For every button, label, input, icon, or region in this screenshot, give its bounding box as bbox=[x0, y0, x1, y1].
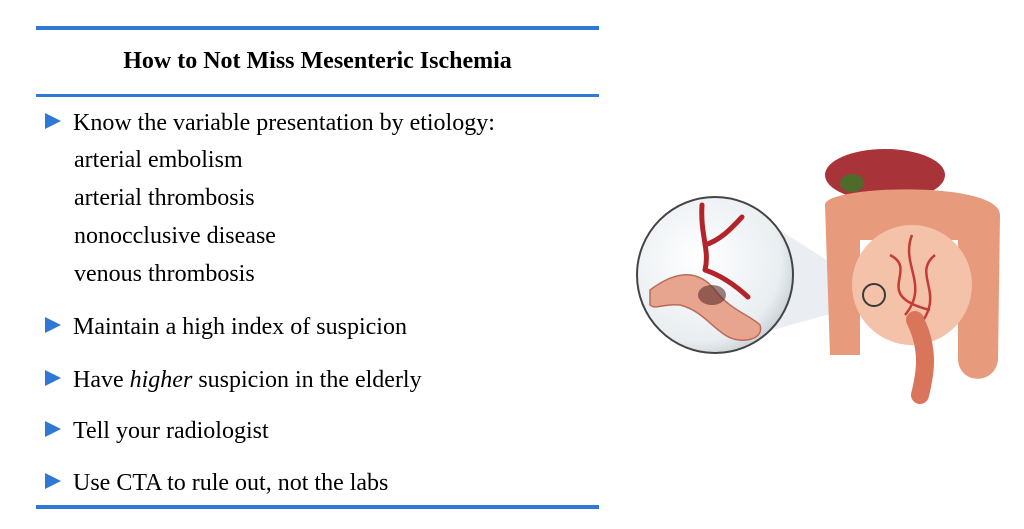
bullet-text: Maintain a high index of suspicion bbox=[73, 314, 407, 340]
bullet-arrow-icon bbox=[45, 113, 61, 129]
sub-item-arterial-thrombosis: arterial thrombosis bbox=[74, 185, 255, 211]
bottom-rule bbox=[36, 505, 599, 509]
bullet-text-post: suspicion in the elderly bbox=[192, 367, 422, 393]
ischemic-region-shape bbox=[698, 285, 726, 305]
bullet-arrow-icon bbox=[45, 370, 61, 386]
bullet-elderly bbox=[45, 365, 422, 395]
gallbladder-shape bbox=[840, 174, 864, 192]
sub-item-arterial-embolism: arterial embolism bbox=[74, 147, 243, 173]
bullet-radiologist bbox=[45, 416, 269, 446]
slide-title: How to Not Miss Mesenteric Ischemia bbox=[123, 48, 512, 74]
bullet-text-pre: Have bbox=[73, 367, 130, 393]
bullet-cta bbox=[45, 468, 388, 498]
title-underline-rule bbox=[36, 94, 599, 97]
rectum-shape bbox=[915, 320, 925, 395]
bullet-arrow-icon bbox=[45, 473, 61, 489]
bullet-text: Know the variable presentation by etiology: bbox=[73, 110, 495, 136]
intestine-ischemia-illustration bbox=[630, 145, 1020, 405]
sub-item-venous-thrombosis: venous thrombosis bbox=[74, 261, 255, 287]
bullet-arrow-icon bbox=[45, 421, 61, 437]
bullet-suspicion bbox=[45, 312, 407, 342]
bullet-text: Use CTA to rule out, not the labs bbox=[73, 470, 389, 496]
bullet-arrow-icon bbox=[45, 317, 61, 333]
top-rule bbox=[36, 26, 599, 30]
bullet-text: Tell your radiologist bbox=[73, 418, 269, 444]
sub-item-nonocclusive-disease: nonocclusive disease bbox=[74, 223, 276, 249]
bullet-text-emphasis: higher bbox=[129, 367, 193, 393]
bullet-presentation bbox=[45, 108, 495, 138]
